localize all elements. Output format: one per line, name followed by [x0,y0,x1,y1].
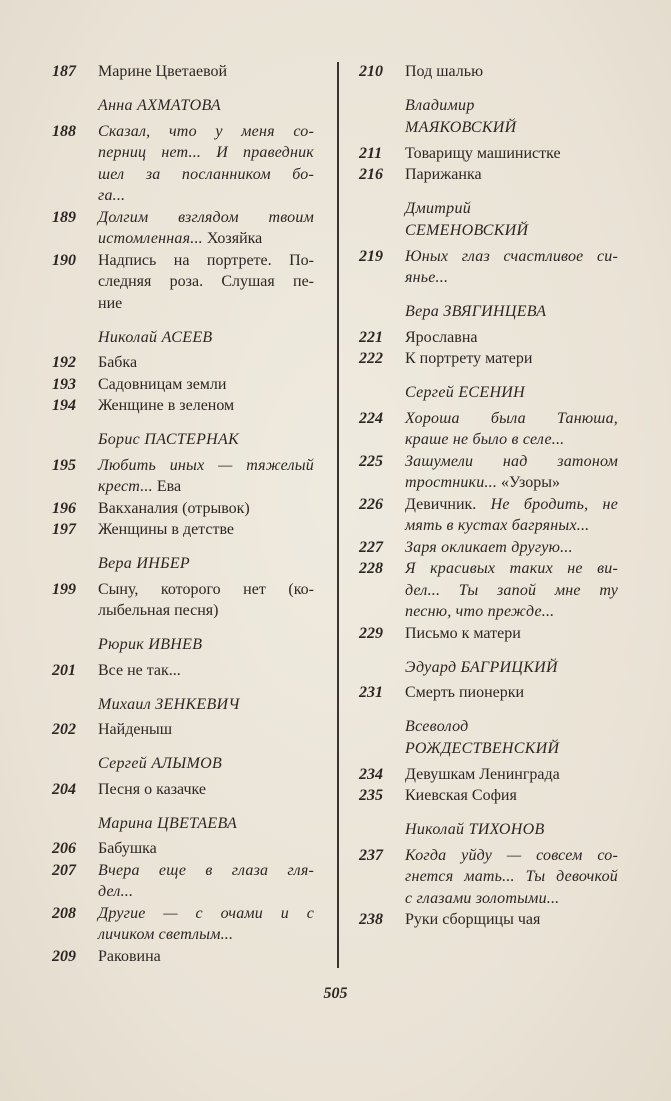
title-line [98,374,314,396]
poem-title [405,558,618,623]
page-ref-number: 219 [359,247,383,265]
page-ref-number: 188 [52,122,76,140]
title-line [405,601,618,623]
poem-title [405,164,618,186]
poem-title [98,498,314,520]
page-ref-number: 231 [359,684,383,701]
title-line [98,579,314,601]
title-first-line-italic: га... [98,187,126,204]
contents-entry [48,250,314,315]
author-heading [405,301,618,323]
title-line [405,558,618,580]
page-ref-number: 204 [52,780,76,798]
poem-title [98,903,314,946]
title-line [98,207,314,229]
title-text: Письмо к матери [405,624,521,642]
title-line [405,866,618,888]
contents-entry [355,537,618,559]
contents-entry [48,455,314,498]
title-text: Садовницам земли [98,375,227,393]
page-ref-number: 190 [52,251,76,269]
author-name-line: Михаил ЗЕНКЕВИЧ [98,695,240,713]
title-line [98,142,314,164]
title-first-line-italic: дел... Ты запой мне ту [405,581,618,599]
author-heading [405,382,618,404]
author-name-line: Николай АСЕЕВ [98,328,213,346]
contents-entry [48,579,314,622]
contents-entry [355,909,618,931]
contents-entry [355,785,618,807]
page-ref-number: 238 [359,911,383,928]
author-name-line: Дмитрий [405,200,472,217]
author-name-line: Сергей ЕСЕНИН [405,384,526,401]
contents-entry [355,558,618,623]
title-first-line-italic: тростники... [405,474,498,491]
contents-column-left [48,61,314,967]
title-line [98,881,314,903]
page-ref-number: 201 [52,661,76,679]
poem-title [405,764,618,786]
poem-title [405,682,618,704]
title-first-line-italic: Вчера еще в глаза гля- [98,861,314,879]
author-name-line: Рюрик ИВНЕВ [98,636,203,653]
title-text: Товарищу машинистке [405,144,561,162]
author-heading [98,327,314,349]
title-line [98,61,314,83]
title-first-line-italic: янье... [405,269,449,286]
page-ref-number: 209 [52,947,76,965]
page-ref-number: 228 [359,560,383,577]
poem-title [98,455,314,498]
title-first-line-italic: Когда уйду — совсем со- [405,846,618,864]
title-line [98,228,314,250]
title-first-line-italic: Юных глаз счастливое си- [405,247,618,265]
page-ref-number: 193 [52,375,76,393]
contents-entry [48,374,314,396]
page-ref-number: 229 [359,624,383,642]
title-text: Киевская София [405,787,517,804]
title-line [98,395,314,417]
contents-entry [355,494,618,537]
title-line [98,498,314,520]
contents-entry [48,498,314,520]
title-text: Все не так... [98,661,181,679]
poem-title [405,909,618,931]
title-first-line-italic: Хороша была Танюша, [405,409,618,427]
poem-title [405,143,618,165]
poem-title [98,61,314,83]
contents-entry [48,121,314,207]
title-line [405,682,618,704]
title-first-line-italic: крест... [98,478,153,495]
title-line [98,600,314,622]
author-name-line: Борис ПАСТЕРНАК [98,431,240,448]
title-text: К портрету матери [405,350,533,367]
title-text: Марине Цветаевой [98,63,228,80]
poem-title [98,946,314,968]
page-number: 505 [323,985,348,1002]
title-text: следняя роза. Слушая пе- [98,273,314,290]
title-line [405,515,618,537]
page-ref-number: 224 [359,409,383,427]
poem-title [98,838,314,860]
poem-title [405,408,618,451]
title-text: Девушкам Ленинграда [405,765,560,783]
title-text: Парижанка [405,166,482,183]
page-ref-number: 206 [52,840,76,857]
author-heading [405,657,618,679]
title-first-line-italic: Другие — с очами и с [98,904,314,922]
page-ref-number: 216 [359,166,383,183]
page-ref-number: 192 [52,354,76,371]
title-line [98,271,314,293]
title-line [98,838,314,860]
title-line [98,860,314,882]
author-name-line: Вера ИНБЕР [98,555,190,572]
title-line [98,660,314,682]
contents-entry [355,143,618,165]
contents-entry [48,207,314,250]
title-text: Хозяйка [202,230,263,247]
page-ref-number: 199 [52,580,76,598]
contents-entry [48,860,314,903]
author-heading [98,753,314,775]
author-name-line: Всеволод [405,718,469,735]
title-text: лыбельная песня) [98,602,219,619]
contents-entry [48,903,314,946]
title-line [405,580,618,602]
title-line [405,429,618,451]
title-text: Руки сборщицы чая [405,911,541,928]
title-text: Бабка [98,354,138,371]
poem-title [98,779,314,801]
title-first-line-italic: Долгим взглядом твоим [98,208,314,226]
title-text: Бабушка [98,840,157,857]
title-line [405,164,618,186]
poem-title [405,494,618,537]
title-text: Найденыш [98,721,173,738]
poem-title [98,352,314,374]
title-text: Сыну, которого нет (ко- [98,580,314,598]
poem-title [98,519,314,541]
title-text: Ярославна [405,328,478,346]
contents-entry [48,779,314,801]
poem-title [405,785,618,807]
author-heading [405,716,618,760]
author-name-line: Марина ЦВЕТАЕВА [98,814,238,832]
contents-entry [355,327,618,349]
page-ref-number: 235 [359,787,383,804]
poem-title [98,374,314,396]
poem-title [405,845,618,910]
title-line [405,267,618,289]
page-ref-number: 237 [359,846,383,864]
author-heading [98,429,314,451]
author-heading [405,198,618,242]
page-ref-number: 196 [52,499,76,517]
title-line [98,779,314,801]
page-ref-number: 227 [359,538,383,556]
contents-entry [355,348,618,370]
title-text: Под шалью [405,63,484,80]
contents-entry [48,946,314,968]
title-first-line-italic: с глазами золотыми... [405,889,560,907]
author-heading [98,553,314,575]
title-line [405,451,618,473]
title-line [98,352,314,374]
contents-entry [355,246,618,289]
page-ref-number: 195 [52,456,76,474]
title-line [98,476,314,498]
title-line [405,623,618,645]
title-line [405,143,618,165]
page-ref-number: 208 [52,904,76,922]
author-heading [405,819,618,841]
author-name-line: РОЖДЕСТВЕНСКИЙ [405,740,560,757]
title-text: Женщине в зеленом [98,397,235,414]
contents-entry [355,164,618,186]
page-ref-number: 222 [359,350,383,367]
page-ref-number: 194 [52,397,76,414]
title-line [405,537,618,559]
author-name-line: Эдуард БАГРИЦКИЙ [405,658,558,676]
page-ref-number: 197 [52,521,76,538]
contents-entry [355,682,618,704]
column-divider [337,62,339,968]
contents-entry [48,395,314,417]
title-text: Надпись на портрете. По- [98,251,314,269]
page-ref-number: 189 [52,208,76,226]
poem-title [98,395,314,417]
title-first-line-italic: Сказал, что у меня со- [98,122,314,140]
contents-entry [355,845,618,910]
title-line [98,519,314,541]
contents-entry [48,838,314,860]
poem-title [405,61,618,83]
title-line [98,293,314,315]
title-line [405,61,618,83]
title-line [405,494,618,516]
title-line [405,472,618,494]
title-line [405,764,618,786]
page-ref-number: 187 [52,63,76,80]
contents-entry [355,623,618,645]
title-text: Раковина [98,947,161,965]
title-line [98,164,314,186]
author-heading [405,95,618,139]
title-line [405,888,618,910]
author-name-line: Сергей АЛЫМОВ [98,755,223,772]
title-line [405,327,618,349]
page-ref-number: 210 [359,63,383,80]
title-line [405,785,618,807]
poem-title [405,246,618,289]
page-ref-number: 211 [359,144,383,162]
title-line [405,246,618,268]
contents-entry [48,660,314,682]
title-first-line-italic: дел... [98,883,134,900]
author-heading [98,634,314,656]
contents-entry [48,519,314,541]
author-name-line: Анна АХМАТОВА [98,97,221,114]
contents-entry [355,451,618,494]
title-first-line-italic: истомленная... [98,230,203,247]
title-line [405,845,618,867]
title-line [98,903,314,925]
title-first-line-italic: личиком светлым... [98,926,234,943]
title-line [405,408,618,430]
poem-title [405,537,618,559]
author-heading [98,95,314,117]
poem-title [98,860,314,903]
title-line [98,121,314,143]
author-name-line: Вера ЗВЯГИНЦЕВА [405,303,547,320]
page-ref-number: 207 [52,861,76,879]
poem-title [405,623,618,645]
title-first-line-italic: Я красивых таких не ви- [405,560,618,577]
title-line [98,924,314,946]
title-text: Вакханалия (отрывок) [98,499,250,517]
page-ref-number: 226 [359,495,383,513]
title-text: Женщины в детстве [98,521,235,538]
page-ref-number: 202 [52,721,76,738]
contents-entry [355,61,618,83]
poem-title [405,451,618,494]
title-line [98,455,314,477]
title-text: Смерть пионерки [405,684,525,701]
page-ref-number: 225 [359,452,383,470]
title-first-line-italic: гнется мать... Ты девочкой [405,868,618,885]
title-first-line-italic: Не бродить, не [476,495,618,513]
poem-title [405,327,618,349]
title-text: Ева [152,478,182,495]
title-first-line-italic: песню, что прежде... [405,603,555,620]
author-name-line: Владимир [405,97,475,114]
contents-entry [48,61,314,83]
title-text: Девичник. [405,495,477,513]
contents-entry [48,352,314,374]
page-ref-number: 221 [359,328,383,346]
poem-title [98,207,314,250]
poem-title [98,121,314,207]
title-first-line-italic: Зашумели над затоном [405,452,618,470]
title-text: Песня о казачке [98,780,207,798]
title-first-line-italic: Заря окликает другую... [405,538,573,556]
title-line [405,909,618,931]
page-ref-number: 234 [359,765,383,783]
title-first-line-italic: мять в кустах багряных... [405,517,590,534]
poem-title [98,719,314,741]
title-text: ние [98,294,123,312]
title-line [98,185,314,207]
poem-title [98,579,314,622]
contents-entry [355,764,618,786]
author-heading [98,813,314,835]
author-name-line: МАЯКОВСКИЙ [405,119,517,136]
author-name-line: Николай ТИХОНОВ [405,821,545,838]
title-text: «Узоры» [497,474,560,491]
contents-entry [355,408,618,451]
title-line [98,719,314,741]
title-line [405,348,618,370]
title-first-line-italic: краше не было в селе... [405,431,565,448]
title-first-line-italic: шел за посланником бо- [98,165,314,183]
title-line [98,250,314,272]
contents-entry [48,719,314,741]
poem-title [98,250,314,315]
title-line [98,946,314,968]
poem-title [405,348,618,370]
author-heading [98,694,314,716]
title-first-line-italic: перниц нет... И праведник [98,144,314,161]
title-first-line-italic: Любить иных — тяжелый [98,456,314,474]
contents-column-right [355,61,618,931]
poem-title [98,660,314,682]
author-name-line: СЕМЕНОВСКИЙ [405,222,529,239]
